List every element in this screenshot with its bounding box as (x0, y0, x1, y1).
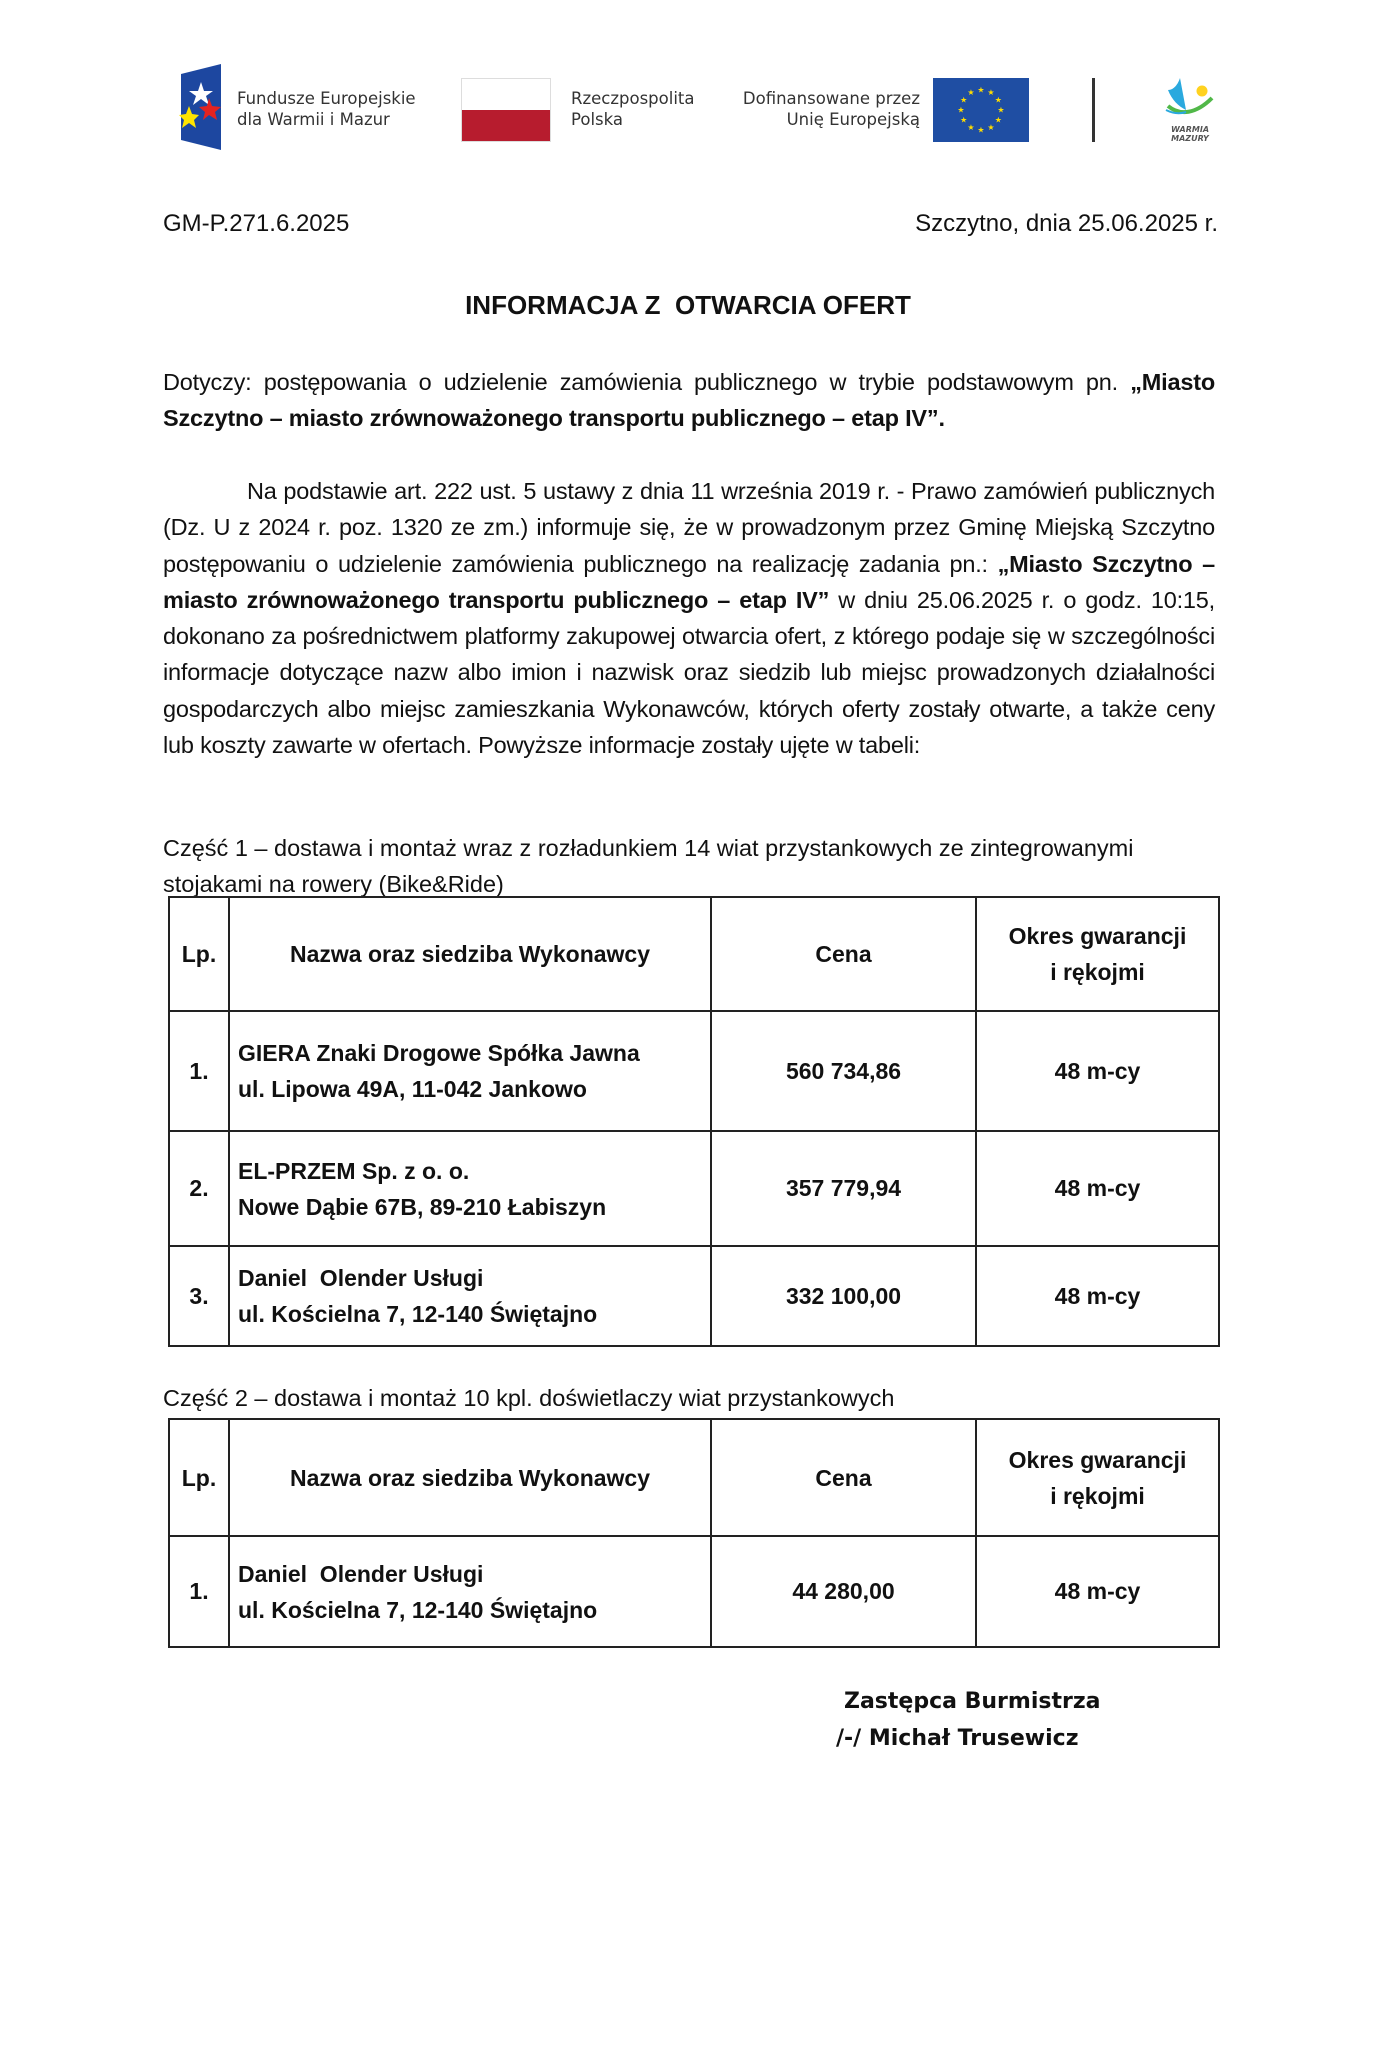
warmia-mazury-logo-icon (1160, 76, 1220, 146)
logo-text-line: Dofinansowane przez (742, 89, 920, 108)
row-price: 44 280,00 (711, 1536, 976, 1647)
header-warranty-line2: i rękojmi (1050, 959, 1145, 985)
part2-offers-table (168, 1418, 1220, 1648)
header-price: Cena (711, 1419, 976, 1536)
table-row (169, 1011, 1219, 1131)
contractor-address: ul. Kościelna 7, 12-140 Świętajno (238, 1596, 598, 1623)
table-row (169, 1131, 1219, 1246)
eu-star-icon: ★ (994, 95, 1002, 105)
rzeczpospolita-text (571, 88, 695, 130)
eu-star-icon: ★ (960, 95, 968, 105)
contractor-address: ul. Kościelna 7, 12-140 Świętajno (238, 1301, 598, 1327)
row-price: 560 734,86 (711, 1011, 976, 1131)
eu-star-icon: ★ (987, 88, 995, 98)
contractor-name: EL-PRZEM Sp. z o. o. (238, 1157, 470, 1184)
logo-text-line: Rzeczpospolita (571, 89, 695, 108)
row-warranty: 48 m-cy (976, 1246, 1219, 1346)
eu-cofinancing-text (743, 88, 920, 130)
signature-name: /-/ Michał Trusewicz (836, 1726, 1079, 1751)
body-paragraph (163, 473, 1215, 763)
eu-star-icon: ★ (994, 115, 1002, 125)
row-price: 357 779,94 (711, 1131, 976, 1246)
header-lp: Lp. (169, 897, 229, 1011)
header-warranty-line1: Okres gwarancji (1008, 923, 1187, 949)
subject-paragraph (163, 364, 1215, 437)
warmia-text: WARMIA (1170, 125, 1210, 134)
eu-star-icon: ★ (977, 125, 985, 135)
subject-procedure-name: „Miasto Szczytno – miasto zrównoważonego transportu publicznego – etap IV”. (163, 369, 1215, 432)
header-contractor-name: Nazwa oraz siedziba Wykonawcy (229, 897, 711, 1011)
logo-text-line: Unię Europejską (786, 110, 920, 129)
row-contractor (229, 1536, 711, 1647)
eu-star-icon: ★ (967, 122, 975, 132)
header-warranty-line2: i rękojmi (1050, 1482, 1145, 1509)
body-text-part2: w dniu 25.06.2025 r. o godz. 10:15, dokonano za pośrednictwem platformy zakupowej otwarcia ofert, z którego podaje się w szczególności informacje dotyczące nazw albo imion i nazwisk oraz siedzib lub miejsc prowadzonych działalności gospodarczych albo miejsc zamieszkania Wykonawców, których oferty zostały otwarte, a także ceny lub koszty zawarte w ofertach. Powyższe informacje zostały ujęte w tabeli: (163, 586, 1215, 759)
header-contractor-name: Nazwa oraz siedziba Wykonawcy (229, 1419, 711, 1536)
part2-caption: Część 2 – dostawa i montaż 10 kpl. doświetlaczy wiat przystankowych (163, 1385, 895, 1411)
contractor-name: Daniel Olender Usługi (238, 1265, 484, 1291)
eu-star-icon: ★ (987, 122, 995, 132)
signature-block (836, 1683, 1100, 1757)
eu-star-icon: ★ (997, 105, 1005, 115)
logo-text-line: Polska (571, 110, 624, 129)
eu-star-icon: ★ (977, 85, 985, 95)
fundusze-europejskie-logo-icon (179, 64, 223, 150)
contractor-name: Daniel Olender Usługi (238, 1560, 484, 1587)
document-reference-number: GM-P.271.6.2025 (163, 210, 350, 237)
logo-text-line: Fundusze Europejskie (237, 89, 416, 108)
document-place-date: Szczytno, dnia 25.06.2025 r. (915, 210, 1218, 237)
row-price: 332 100,00 (711, 1246, 976, 1346)
row-warranty: 48 m-cy (976, 1131, 1219, 1246)
body-procedure-name: „Miasto Szczytno – miasto zrównoważonego transportu publicznego – etap IV” (163, 550, 1215, 613)
contractor-name: GIERA Znaki Drogowe Spółka Jawna (238, 1040, 640, 1066)
row-contractor (229, 1246, 711, 1346)
subject-prefix: Dotyczy: postępowania o udzielenie zamówienia publicznego w trybie podstawowym pn. (163, 369, 1131, 395)
eu-star-icon: ★ (960, 115, 968, 125)
logo-text-line: dla Warmii i Mazur (237, 110, 390, 129)
header-warranty (976, 1419, 1219, 1536)
contractor-address: Nowe Dąbie 67B, 89-210 Łabiszyn (238, 1193, 607, 1220)
document-title: INFORMACJA Z OTWARCIA OFERT (465, 290, 911, 320)
eu-flag-icon (933, 78, 1029, 142)
row-lp: 1. (169, 1536, 229, 1647)
row-contractor (229, 1011, 711, 1131)
row-warranty: 48 m-cy (976, 1011, 1219, 1131)
mazury-text: MAZURY (1171, 134, 1209, 143)
row-warranty: 48 m-cy (976, 1536, 1219, 1647)
part1-offers-table (168, 896, 1220, 1347)
header-warranty (976, 897, 1219, 1011)
body-text-part1: Na podstawie art. 222 ust. 5 ustawy z dnia 11 września 2019 r. - Prawo zamówień publicznych (Dz. U z 2024 r. poz. 1320 ze zm.) informuje się, że w prowadzonym przez Gminę Miejską Szczytno postępowaniu o udzielenie zamówienia publicznego na realizację zadania pn.: (163, 478, 1215, 577)
row-contractor (229, 1131, 711, 1246)
header-warranty-line1: Okres gwarancji (1008, 1446, 1187, 1473)
table-row (169, 1246, 1219, 1346)
part1-caption: Część 1 – dostawa i montaż wraz z rozładunkiem 14 wiat przystankowych ze zintegrowanymi stojakami na rowery (Bike&Ride) (163, 835, 1134, 897)
table-header-row (169, 897, 1219, 1011)
eu-star-icon: ★ (957, 105, 965, 115)
logo-divider (1092, 78, 1095, 142)
header-lp: Lp. (169, 1419, 229, 1536)
eu-star-icon: ★ (967, 88, 975, 98)
contractor-address: ul. Lipowa 49A, 11-042 Jankowo (238, 1076, 587, 1102)
fundusze-europejskie-text (237, 88, 416, 130)
header-logos (0, 0, 1376, 170)
polish-flag-icon (461, 78, 551, 142)
row-lp: 3. (169, 1246, 229, 1346)
signature-title: Zastępca Burmistrza (844, 1689, 1101, 1714)
header-price: Cena (711, 897, 976, 1011)
table-header-row (169, 1419, 1219, 1536)
table-row (169, 1536, 1219, 1647)
row-lp: 1. (169, 1011, 229, 1131)
row-lp: 2. (169, 1131, 229, 1246)
